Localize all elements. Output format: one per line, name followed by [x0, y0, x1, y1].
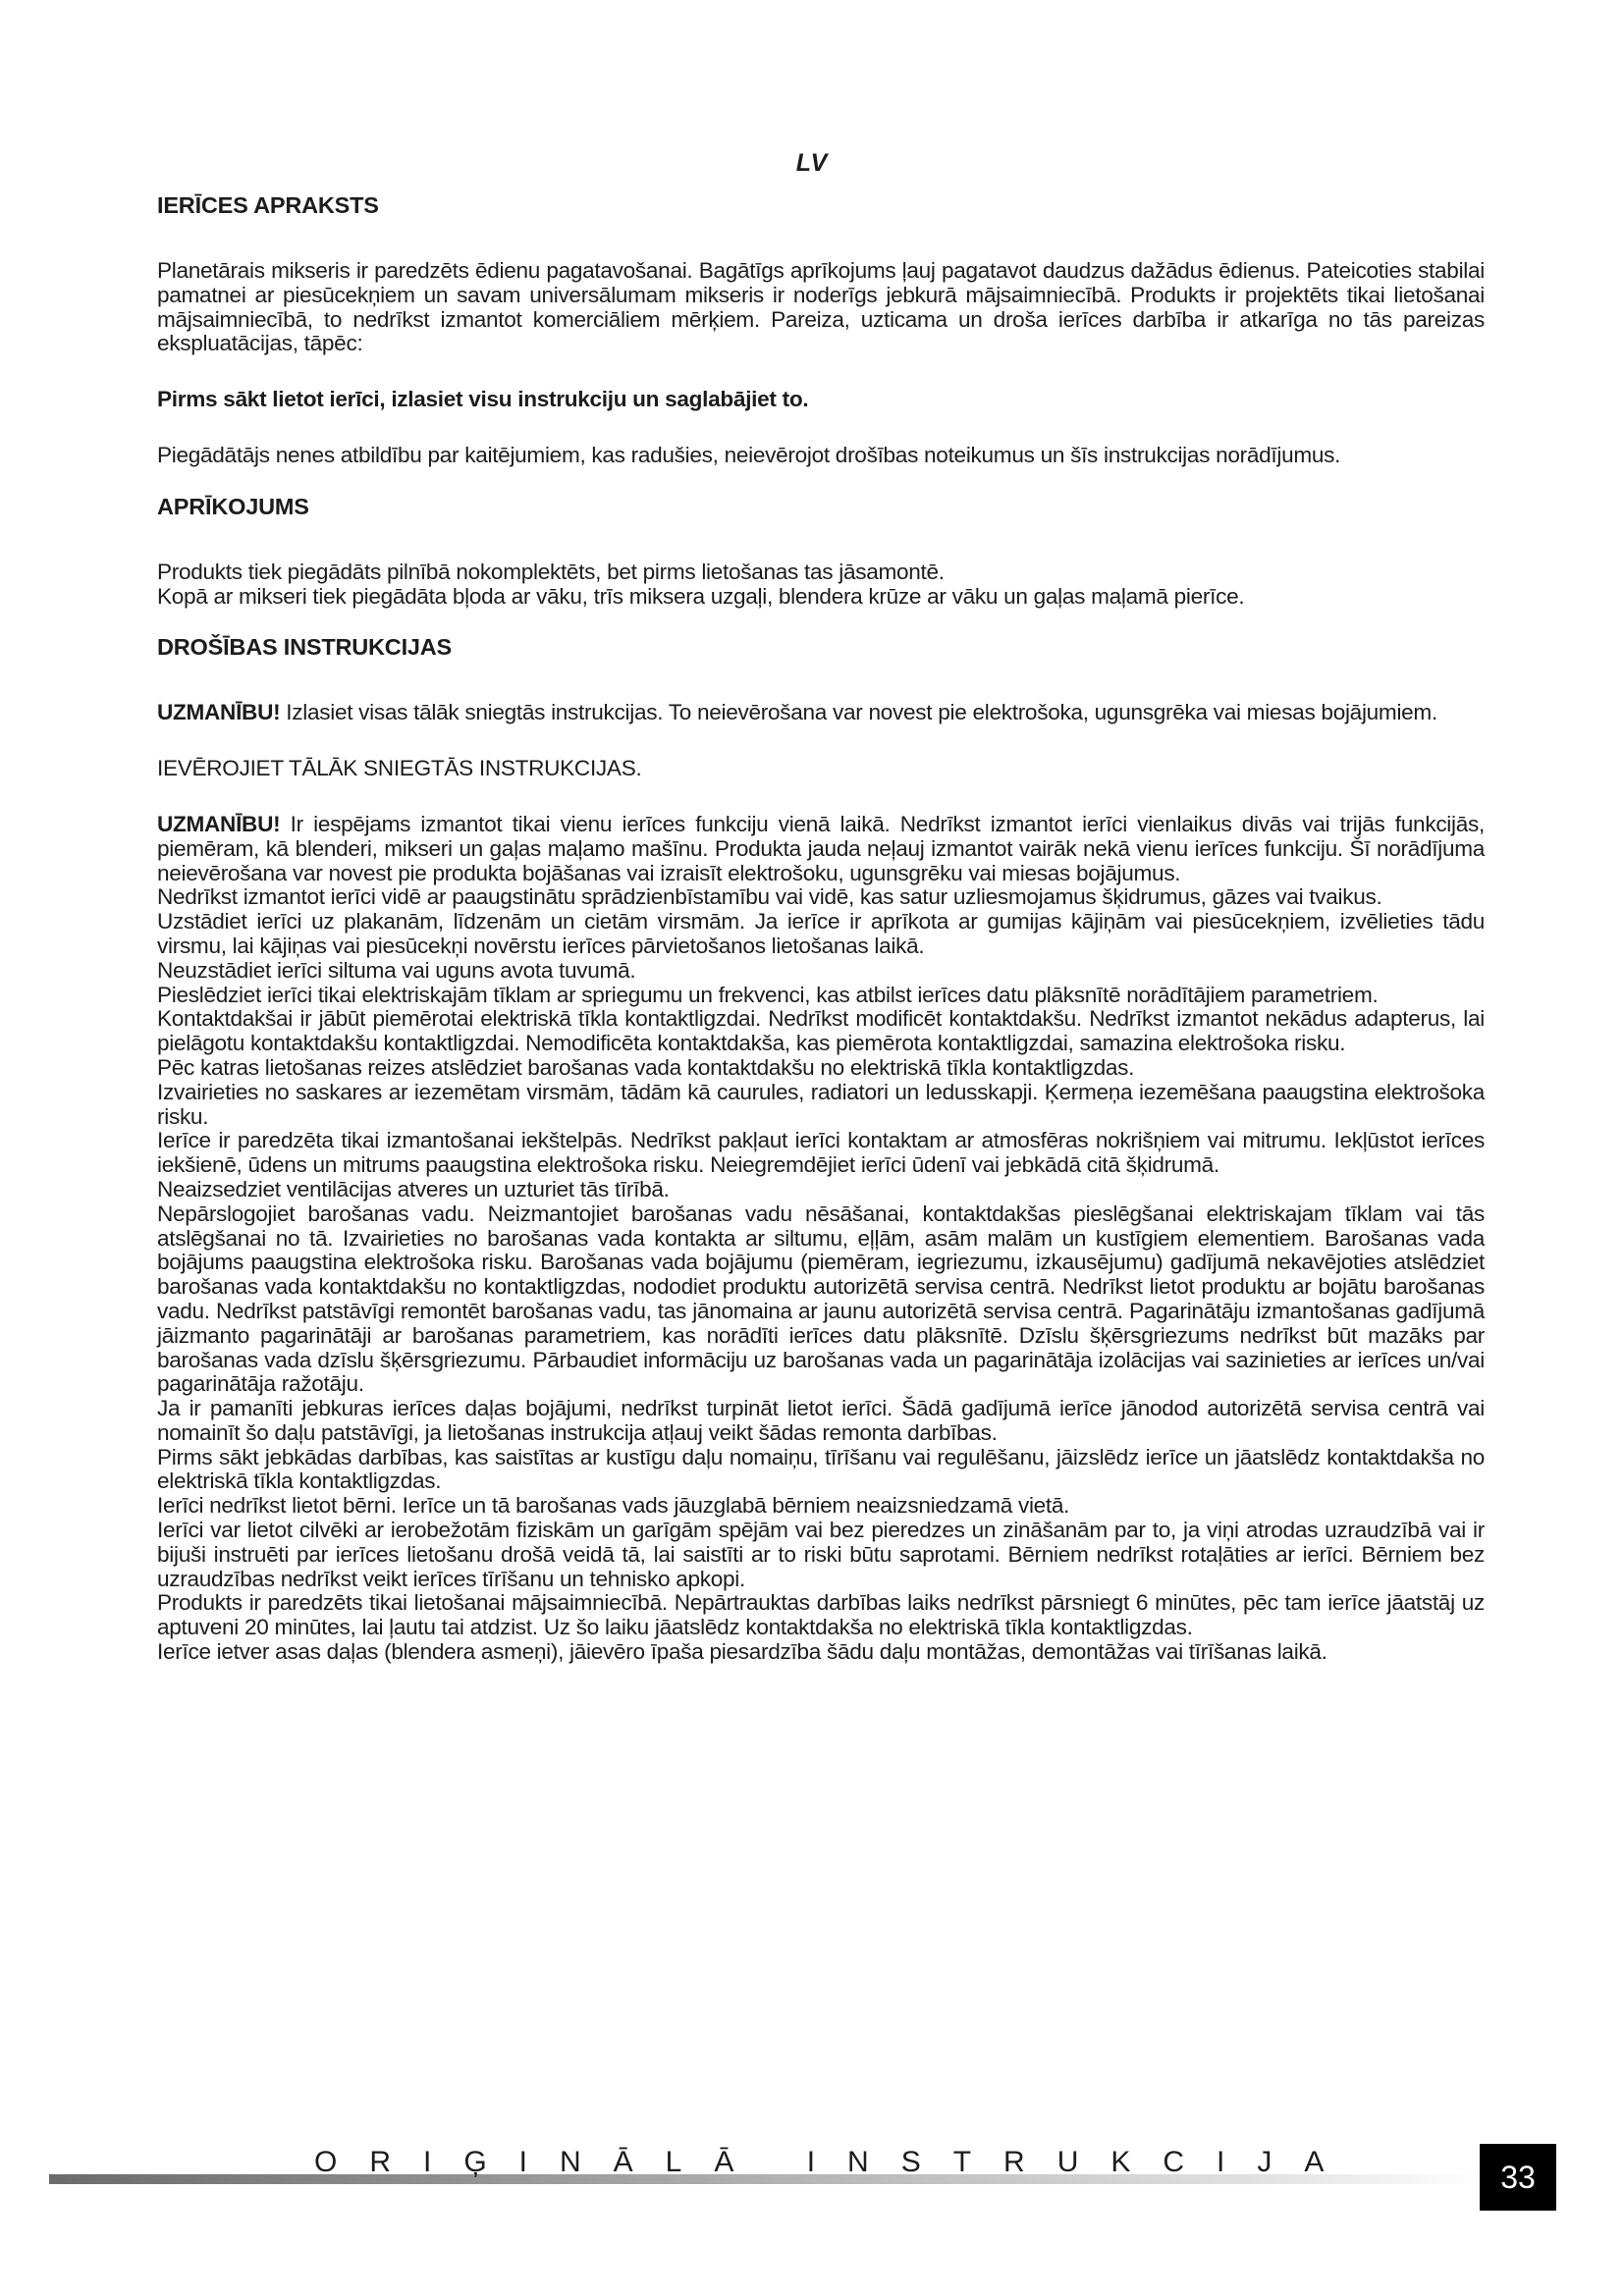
safety-item: Nedrīkst izmantot ierīci vidē ar paaugstinātu sprādzienbīstamību vai vidē, kas satur uzliesmojamus šķidrumus, gāzes vai tvaikus. [157, 884, 1382, 910]
language-code: LV [795, 149, 829, 177]
document-body [157, 192, 1485, 1665]
equipment-line-2: Kopā ar mikseri tiek piegādāta bļoda ar vāku, trīs miksera uzgaļi, blendera krūze ar vāku un gaļas maļamā pierīce. [157, 583, 1245, 609]
page-number: 33 [1480, 2144, 1556, 2211]
safety-item: Neaizsedziet ventilācijas atveres un uzturiet tās tīrībā. [157, 1176, 670, 1201]
section-title-description: IERĪCES APRAKSTS [157, 192, 379, 218]
safety-item: Ierīce ietver asas daļas (blendera asmeņi), jāievēro īpaša piesardzība šādu daļu montāžas, demontāžas vai tīrīšanas laikā. [157, 1639, 1327, 1665]
safety-item: Ierīci var lietot cilvēki ar ierobežotām fiziskām un garīgām spējām vai bez pieredzes un zināšanām par to, ja viņi atrodas uzraudzībā vai ir bijuši instruēti par ierīces lietošanu drošā veidā tā, lai saistīti ar to riski būtu saprotami. Bērniem nedrīkst rotaļāties ar ierīci. Bērniem bez uzraudzības nedrīkst veikt ierīces tīrīšanu un tehnisko apkopi. [157, 1518, 1485, 1591]
section-title-safety: DROŠĪBAS INSTRUKCIJAS [157, 634, 453, 661]
warning-text: Ir iespējams izmantot tikai vienu ierīces funkciju vienā laikā. Nedrīkst izmantot ierīci vienlaikus divās vai trijās funkcijās, piemēram, kā blenderi, mikseri un gaļas maļamo mašīnu. Produkta jauda neļauj izmantot vairāk nekā vienu ierīces funkciju. Šī norādījuma neievērošana var novest pie produkta bojāšanas vai izraisīt elektrošoku, ugunsgrēku vai miesas bojājumus. [157, 811, 1485, 885]
safety-item: Kontaktdakšai ir jābūt piemērotai elektriskā tīkla kontaktligzdai. Nedrīkst modificēt kontaktdakšu. Nedrīkst izmantot nekādus adapterus, lai pielāgotu kontaktdakšu kontaktligzdai. Nemodificēta kontaktdakša, kas piemērota kontaktligzdai, samazina elektrošoka risku. [157, 1006, 1485, 1056]
section-title-equipment: APRĪKOJUMS [157, 493, 309, 519]
safety-item: Pieslēdziet ierīci tikai elektriskajām tīklam ar spriegumu un frekvenci, kas atbilst ierīces datu plāksnītē norādītājiem parametriem. [157, 982, 1379, 1007]
safety-item: Nepārslogojiet barošanas vadu. Neizmantojiet barošanas vadu nēsāšanai, kontaktdakšas pieslēgšanai elektriskajam tīklam vai tās atslēgšanai no tā. Izvairieties no barošanas vada kontakta ar siltumu, eļļām, asām malām un kustīgiem elementiem. Barošanas vada bojājums paaugstina elektrošoka risku. Barošanas vada bojājumu (piemēram, iegriezumu, izkausējumu) gadījumā nekavējoties atslēdziet barošanas vada kontaktdakšu no kontaktligzdas, nododiet produktu autorizētā servisa centrā. Nedrīkst lietot produktu ar bojātu barošanas vadu. Nedrīkst patstāvīgi remontēt barošanas vadu, tas jānomaina ar jaunu autorizētā servisa centrā. Pagarinātāju izmantošanas gadījumā jāizmanto pagarinātāji ar barošanas parametriem, kas norādīti ierīces datu plāksnītē. Dzīslu šķērsgriezums nedrīkst būt mazāks par barošanas vada dzīslu šķērsgriezumu. Pārbaudiet informāciju uz barošanas vada un pagarinātāja izolācijas vai sazinieties ar ierīces un/vai pagarinātāja ražotāju. [157, 1201, 1485, 1397]
safety-item: Uzstādiet ierīci uz plakanām, līdzenām un cietām virsmām. Ja ierīce ir aprīkota ar gumijas kājiņām vai piesūcekņiem, izvēlieties tādu virsmu, lai kājiņas vai piesūcekņi novērstu ierīces pārvietošanos lietošanas laikā. [157, 909, 1485, 958]
safety-item: Pēc katras lietošanas reizes atslēdziet barošanas vada kontaktdakšu no elektriskā tīkla kontaktligzdas. [157, 1054, 1135, 1080]
warning-label: UZMANĪBU! [157, 700, 281, 725]
warning-text: Izlasiet visas tālāk sniegtās instrukcijas. To neievērošana var novest pie elektrošoka, ugunsgrēka vai miesas bojājumiem. [280, 700, 1437, 725]
warning-paragraph-2 [157, 813, 1485, 885]
warning-paragraph-1 [157, 701, 1485, 725]
warning-label: UZMANĪBU! [157, 811, 281, 836]
safety-item: Ierīci nedrīkst lietot bērni. Ierīce un tā barošanas vads jāuzglabā bērniem neaizsniedzamā vietā. [157, 1493, 1070, 1519]
read-instructions-notice: Pirms sākt lietot ierīci, izlasiet visu instrukciju un saglabājiet to. [157, 387, 809, 412]
safety-item: Izvairieties no saskares ar iezemētam virsmām, tādām kā caurules, radiatori un ledusskapji. Ķermeņa iezemēšana paaugstina elektrošoka risku. [157, 1079, 1485, 1129]
footer-original-instruction: ORIĢINĀLĀ INSTRUKCIJA [314, 2146, 1357, 2178]
liability-paragraph: Piegādātājs nenes atbildību par kaitējumiem, kas radušies, neievērojot drošības noteikumus un šīs instrukcijas norādījumus. [157, 442, 1341, 467]
safety-item: Produkts ir paredzēts tikai lietošanai mājsaimniecībā. Nepārtrauktas darbības laiks nedrīkst pārsniegt 6 minūtes, pēc tam ierīce jāatstāj uz aptuveni 20 minūtes, lai ļautu tai atdzist. Uz šo laiku jāatslēdz kontaktdakša no elektriskā tīkla kontaktligzdas. [157, 1590, 1485, 1640]
safety-item: Neuzstādiet ierīci siltuma vai uguns avota tuvumā. [157, 957, 636, 983]
equipment-line-1: Produkts tiek piegādāts pilnībā nokomplektēts, bet pirms lietošanas tas jāsamontē. [157, 559, 945, 584]
safety-item: Ierīce ir paredzēta tikai izmantošanai iekštelpās. Nedrīkst pakļaut ierīci kontaktam ar atmosfēras nokrišņiem vai mitrumu. Iekļūstot ierīces iekšienē, ūdens un mitrums paaugstina elektrošoka risku. Neiegremdējiet ierīci ūdenī vai jebkādā citā šķidrumā. [157, 1128, 1485, 1178]
description-paragraph: Planetārais mikseris ir paredzēts ēdienu pagatavošanai. Bagātīgs aprīkojums ļauj pagatavot daudzus dažādus ēdienus. Pateicoties stabilai pamatnei ar piesūcekņiem un savam universālumam mikseris ir noderīgs jebkurā mājsaimniecībā. Produkts ir projektēts tikai lietošanai mājsaimniecībā, to nedrīkst izmantot komerciāliem mērķiem. Pareiza, uzticama un droša ierīces darbība ir atkarīga no tās pareizas ekspluatācijas, tāpēc: [157, 258, 1485, 356]
safety-item: Pirms sākt jebkādas darbības, kas saistītas ar kustīgu daļu nomaiņu, tīrīšanu vai regulēšanu, jāizslēdz ierīce un jāatslēdz kontaktdakša no elektriskā tīkla kontaktligzdas. [157, 1444, 1485, 1494]
follow-instructions-line: IEVĒROJIET TĀLĀK SNIEGTĀS INSTRUKCIJAS. [157, 756, 642, 781]
safety-item: Ja ir pamanīti jebkuras ierīces daļas bojājumi, nedrīkst turpināt lietot ierīci. Šādā gadījumā ierīce jānodod autorizētā servisa centrā vai nomainīt šo daļu patstāvīgi, ja lietošanas instrukcija atļauj veikt šādas remonta darbības. [157, 1396, 1485, 1445]
